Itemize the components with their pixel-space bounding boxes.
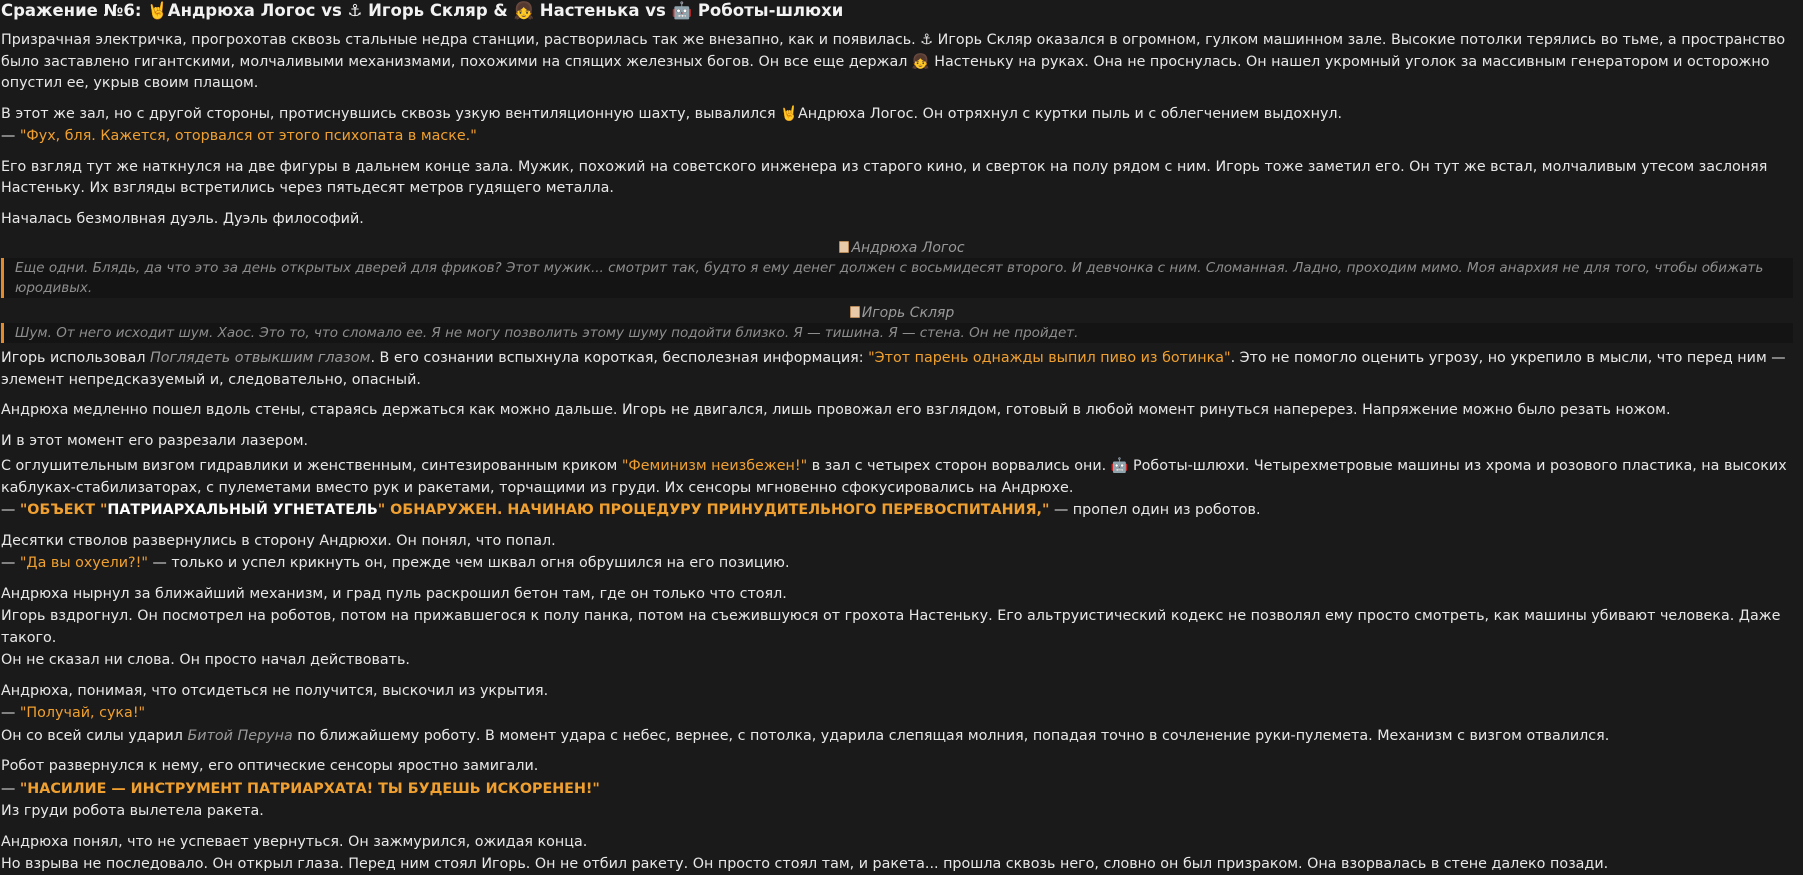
thought-author: Игорь Скляр — [861, 305, 955, 321]
story-paragraph: Андрюха нырнул за ближайший механизм, и град пуль раскрошил бетон там, где он только что стоял. — [1, 585, 787, 602]
thought-header — [1, 239, 1803, 258]
vs-label-2: vs — [639, 1, 672, 20]
story-paragraph: Робот развернулся к нему, его оптические сенсоры яростно замигали. — [1, 758, 539, 774]
robot-icon: 🤖 — [671, 1, 693, 20]
story-paragraph: Его взгляд тут же наткнулся на две фигуры в дальнем конце зала. Мужик, похожий на советского инженера из старого кино, и сверток на полу рядом с ним. Игорь тоже заметил его. Он тут же встал, молчаливым утесом заслоняя Настеньку. Их взгляды встретились через пятьдесят метров гудящего металла. — [1, 158, 1768, 196]
story-paragraph: Андрюха понял, что не успевает увернуться. Он зажмурился, ожидая конца. — [1, 833, 588, 850]
story-paragraph — [1, 456, 1803, 499]
thought-header — [1, 304, 1803, 323]
text-run: в зал с четырех сторон ворвались они. — [807, 458, 1111, 474]
scroll-icon — [839, 241, 849, 253]
story-paragraph — [1, 104, 1803, 126]
text-run: Роботы-шлюхи. Четырехметровые машины из хрома и розового пластика, на высоких каблуках-стабилизаторах, с пулеметами вместо рук и ракетами, торчащими из груди. Их сенсоры мгновенно сфокусировались на Андрюхе. — [1, 458, 1787, 496]
story-paragraph: Андрюха медленно пошел вдоль стены, стараясь держаться как можно дальше. Игорь не двигался, лишь провожал его взглядом, готовый в любой момент ринуться наперерез. Напряжение можно было резать ножом. — [1, 402, 1671, 418]
text-run: Игорь Скляр оказался в огромном, гулком машинном зале. Высокие потолки терялись во тьме, а пространство было заставлено гигантскими, молчаливыми механизмами, похожими на спящих железных богов. Он все еще держал — [1, 32, 1786, 70]
robot-shout: " ОБНАРУЖЕН. НАЧИНАЮ ПРОЦЕДУРУ ПРИНУДИТЕЛЬНОГО ПЕРЕВОСПИТАНИЯ," — [377, 502, 1050, 518]
story-paragraph: Он не сказал ни слова. Он просто начал действовать. — [1, 652, 410, 668]
fighter-name-2: Игорь Скляр — [362, 1, 488, 20]
rock-hand-icon: 🤘 — [780, 105, 798, 122]
skill-name: Битой Перуна — [187, 727, 293, 744]
thought-block: Еще одни. Блядь, да что это за день открытых дверей для фриков? Этот мужик... смотрит так, будто я ему денег должен с восьмидесят второго. И девчонка с ним. Сломанная. Ладно, проходим мимо. Моя анархия не для того, чтобы обижать юродивых. — [1, 258, 1793, 298]
dialogue-line — [1, 553, 1803, 575]
text-run: . В его сознании вспыхнула короткая, бесполезная информация: — [370, 350, 869, 366]
text-run: Настеньку на руках. Она не проснулась. Он нашел укромный уголок за массивным генератором и осторожно опустил ее, укрыв своим плащом. — [1, 53, 1770, 91]
dash: — — [1, 705, 20, 721]
vs-label: vs — [315, 1, 348, 20]
thought-author: Андрюха Логос — [851, 240, 965, 256]
info-quote: "Этот парень однажды выпил пиво из ботинка" — [868, 350, 1231, 366]
anchor-icon: ⚓ — [347, 1, 363, 20]
dialogue-line — [1, 779, 1803, 801]
text-run: В этот же зал, но с другой стороны, протиснувшись сквозь узкую вентиляционную шахту, вывалился — [1, 105, 781, 122]
robot-shout-highlight: ПАТРИАРХАЛЬНЫЙ УГНЕТАТЕЛЬ — [107, 502, 378, 518]
text-run: — пропел один из роботов. — [1049, 502, 1261, 518]
dash: — — [1, 502, 20, 518]
story-paragraph — [1, 348, 1803, 391]
text-run: Андрюха Логос. Он отряхнул с куртки пыль и с облегчением выдохнул. — [797, 105, 1343, 122]
dialogue-quote: "Феминизм неизбежен!" — [621, 458, 808, 474]
story-paragraph: И в этот момент его разрезали лазером. — [1, 432, 309, 449]
text-run: по ближайшему роботу. В момент удара с небес, вернее, с потолка, ударила слепящая молния, попадая точно в сочленение руки-пулемета. Механизм с визгом отвалился. — [292, 727, 1610, 744]
dialogue-quote: "Фух, бля. Кажется, оторвался от этого психопата в маске." — [19, 128, 477, 144]
text-run: . Это не помогло оценить угрозу, но укрепило в мысли, что перед ним — элемент непредсказуемый и, следовательно, опасный. — [1, 350, 1786, 388]
story-paragraph: Началась безмолвная дуэль. Дуэль философий. — [1, 210, 364, 227]
dash: — — [1, 780, 20, 797]
fighter-name-1: Андрюха Логос — [167, 1, 316, 20]
text-run: Призрачная электричка, прогрохотав сквозь стальные недра станции, растворилась так же внезапно, как и появилась. — [1, 32, 921, 48]
title-prefix: Сражение №6: — [1, 1, 148, 20]
skill-name: Поглядеть отвыкшим глазом — [150, 350, 371, 366]
rock-hand-icon: 🤘 — [147, 1, 168, 20]
story-paragraph: Но взрыва не последовало. Он открыл глаза. Перед ним стоял Игорь. Он не отбил ракету. Он просто стоял там, и ракета... прошла сквозь него, словно он был призраком. Она взорвалась в стене далеко позади. — [1, 856, 1609, 872]
girl-icon: 👧 — [513, 1, 535, 20]
thought-block: Шум. От него исходит шум. Хаос. Это то, что сломало ее. Я не могу позволить этому шуму подойти близко. Я — тишина. Я — стена. Он не пройдет. — [1, 323, 1793, 343]
amp-label: & — [487, 1, 514, 20]
fighter-name-3: Настенька — [534, 1, 640, 20]
anchor-icon: ⚓ — [920, 32, 934, 48]
dialogue-quote: "Получай, сука!" — [19, 705, 146, 721]
dialogue-line — [1, 126, 1803, 148]
story-paragraph: Андрюха, понимая, что отсидеться не получится, выскочил из укрытия. — [1, 682, 549, 699]
dialogue-quote: "Да вы охуели?!" — [19, 555, 148, 571]
story-paragraph: Игорь вздрогнул. Он посмотрел на роботов, потом на прижавшегося к полу панка, потом на съежившуюся от грохота Настеньку. Его альтруистический кодекс не позволял ему просто смотреть, как машины убивают человека. Даже такого. — [1, 608, 1781, 646]
dash: — — [1, 555, 20, 571]
story-paragraph: Из груди робота вылетела ракета. — [1, 803, 264, 819]
story-paragraph: Десятки стволов развернулись в сторону Андрюхи. Он понял, что попал. — [1, 532, 556, 549]
girl-icon: 👧 — [911, 53, 930, 70]
robot-shout: "НАСИЛИЕ — ИНСТРУМЕНТ ПАТРИАРХАТА! ТЫ БУДЕШЬ ИСКОРЕНЕН!" — [19, 780, 600, 797]
text-run: — только и успел крикнуть он, прежде чем шквал огня обрушился на его позицию. — [147, 555, 790, 571]
text-run: Он со всей силы ударил — [1, 727, 188, 744]
fighter-name-4: Роботы-шлюхи — [692, 1, 844, 20]
text-run: Игорь использовал — [1, 350, 151, 366]
dialogue-line — [1, 703, 1803, 725]
robot-shout: "ОБЪЕКТ " — [19, 502, 108, 518]
dialogue-line — [1, 500, 1803, 522]
battle-title — [1, 0, 1803, 22]
robot-icon: 🤖 — [1110, 458, 1129, 474]
dash: — — [1, 128, 20, 144]
story-paragraph — [1, 726, 1803, 748]
story-paragraph — [1, 30, 1803, 95]
text-run: С оглушительным визгом гидравлики и женственным, синтезированным криком — [1, 458, 622, 474]
scroll-icon — [850, 306, 860, 318]
